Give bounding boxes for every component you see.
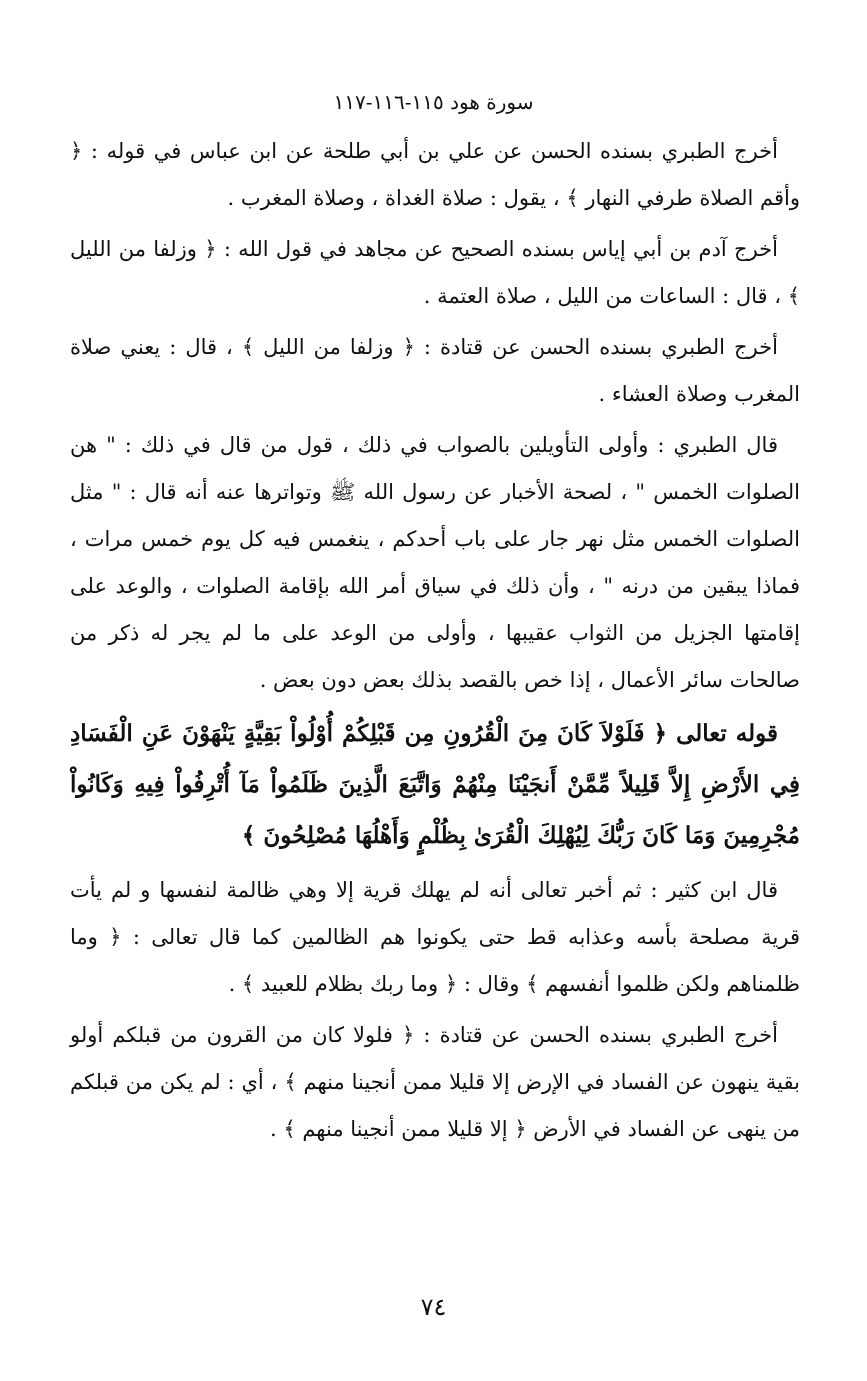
body-text [70, 128, 800, 1157]
paragraph-ibn-kathir: قال ابن كثير : ثم أخبر تعالى أنه لم يهلك قرية إلا وهي ظالمة لنفسها و لم يأت قرية مصلحة بأسه وعذابه قط حتى يكونوا هم الظالمين كما قال تعالى : ﴿ وما ظلمناهم ولكن ظلموا أنفسهم ﴾ وقال : ﴿ وما ربك بظلام للعبيد ﴾ . [70, 878, 800, 996]
paragraph-adam-mujahid: أخرج آدم بن أبي إياس بسنده الصحيح عن مجاهد في قول الله : ﴿ وزلفا من الليل ﴾ ، قال : الساعات من الليل ، صلاة العتمة . [70, 237, 800, 308]
paragraph-tabari-qatada-2: أخرج الطبري بسنده الحسن عن قتادة : ﴿ فلولا كان من القرون من قبلكم أولو بقية ينهون عن الفساد في الإرض إلا قليلا ممن أنجينا منهم ﴾ ، أي : لم يكن من قبلكم من ينهى عن الفساد في الأرض ﴿ إلا قليلا ممن أنجينا منهم ﴾ . [70, 1023, 800, 1141]
paragraph-tabari-qatada: أخرج الطبري بسنده الحسن عن قتادة : ﴿ وزلفا من الليل ﴾ ، قال : يعني صلاة المغرب وصلاة العشاء . [70, 335, 800, 406]
paragraph-tabari-commentary: قال الطبري : وأولى التأويلين بالصواب في ذلك ، قول من قال في ذلك : " هن الصلوات الخمس " ، لصحة الأخبار عن رسول الله ﷺ وتواترها عنه أنه قال : " مثل الصلوات الخمس مثل نهر جار على باب أحدكم ، ينغمس فيه كل يوم خمس مرات ، فماذا يبقين من درنه " ، وأن ذلك في سياق أمر الله بإقامة الصلوات ، والوعد على إقامتها الجزيل من الثواب عقيبها ، وأولى من الوعد على ما لم يجر له ذكر من صالحات سائر الأعمال ، إذا خص بالقصد بذلك بعض دون بعض . [70, 433, 800, 692]
quran-verse: قوله تعالى ﴿ فَلَوْلاَ كَانَ مِنَ الْقُرُونِ مِن قَبْلِكُمْ أُوْلُواْ بَقِيَّةٍ يَنْهَوْنَ عَنِ الْفَسَادِ فِي الأَرْضِ إِلاَّ قَلِيلاً مِّمَّنْ أَنجَيْنَا مِنْهُمْ وَاتَّبَعَ الَّذِينَ ظَلَمُواْ مَآ أُتْرِفُواْ فِيهِ وَكَانُواْ مُجْرِمِينَ وَمَا كَانَ رَبُّكَ لِيُهْلِكَ الْقُرَىٰ بِظُلْمٍ وَأَهْلُهَا مُصْلِحُونَ ﴾ [70, 720, 800, 849]
running-header: سورة هود ١١٥-١١٦-١١٧ [333, 90, 534, 114]
paragraph-tabari-ibn-abbas: أخرج الطبري بسنده الحسن عن علي بن أبي طلحة عن ابن عباس في قوله : ﴿ وأقم الصلاة طرفي النهار ﴾ ، يقول : صلاة الغداة ، وصلاة المغرب . [70, 139, 800, 210]
page-number: ٧٤ [420, 1293, 447, 1321]
